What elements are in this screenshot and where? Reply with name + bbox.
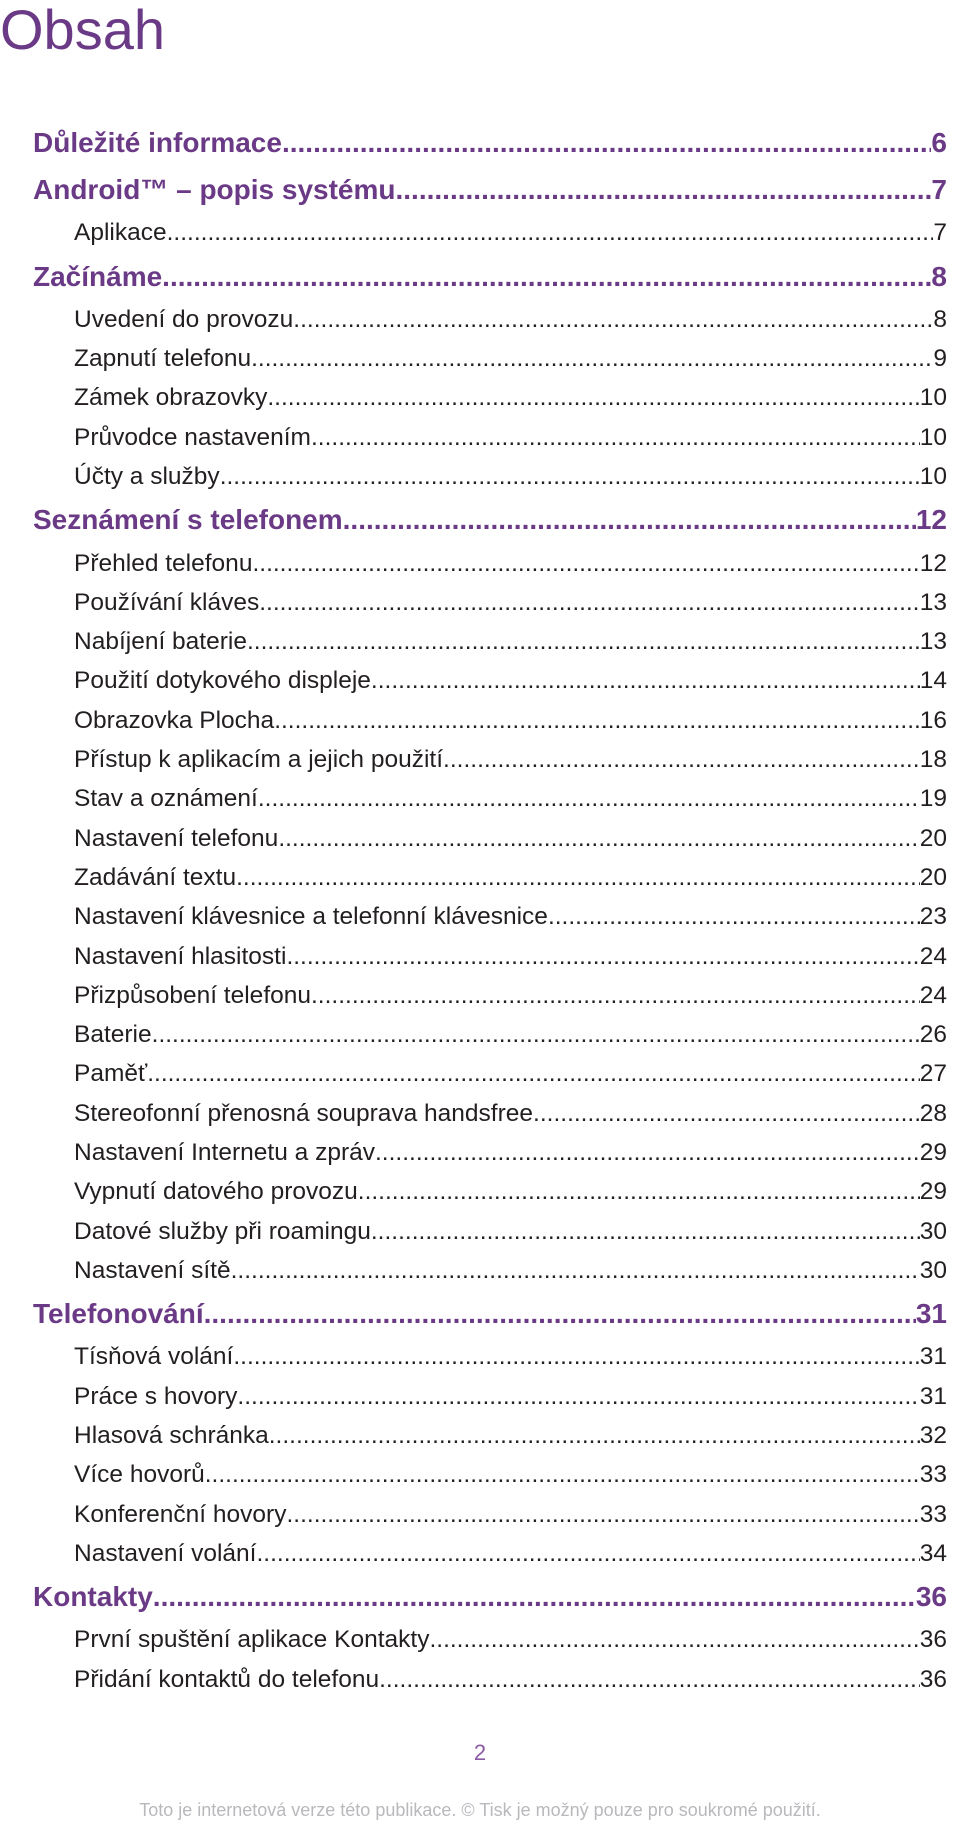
- toc-entry-page: 12: [919, 549, 947, 577]
- toc-entry-label: Nastavení telefonu: [74, 824, 279, 852]
- toc-entry-label: Nastavení Internetu a zpráv: [74, 1138, 375, 1166]
- dot-leader: [533, 1094, 920, 1133]
- toc-section-entry[interactable]: [74, 937, 947, 976]
- toc-entry-page: 34: [919, 1539, 947, 1567]
- toc-entry-label: Zapnutí telefonu: [74, 345, 252, 373]
- toc-entry-page: 30: [919, 1217, 947, 1245]
- toc-entry-page: 36: [919, 1626, 947, 1654]
- dot-leader: [167, 213, 934, 252]
- toc-section-entry[interactable]: [74, 858, 947, 897]
- toc-entry-page: 33: [919, 1461, 947, 1489]
- toc-entry-page: 9: [933, 345, 947, 373]
- toc-entry-label: Nastavení hlasitosti: [74, 942, 287, 970]
- toc-entry-page: 13: [919, 588, 947, 616]
- toc-section-entry[interactable]: [74, 1015, 947, 1054]
- toc-section-entry[interactable]: [74, 976, 947, 1015]
- dot-leader: [152, 1015, 920, 1054]
- toc-entry-page: 16: [919, 706, 947, 734]
- toc-entry-label: Průvodce nastavením: [74, 423, 311, 451]
- toc-section-entry[interactable]: [74, 1337, 947, 1376]
- dot-leader: [443, 740, 920, 779]
- toc-chapter-entry[interactable]: [33, 1290, 947, 1337]
- toc-entry-page: 31: [919, 1343, 947, 1371]
- dot-leader: [371, 661, 920, 700]
- toc-entry-page: 31: [919, 1382, 947, 1410]
- toc-section-entry[interactable]: [74, 213, 947, 252]
- toc-section-entry[interactable]: [74, 300, 947, 339]
- toc-section-entry[interactable]: [74, 1054, 947, 1093]
- dot-leader: [274, 701, 920, 740]
- toc-section-entry[interactable]: [74, 622, 947, 661]
- toc-entry-label: Telefonování: [33, 1298, 204, 1330]
- toc-entry-page: 27: [919, 1060, 947, 1088]
- dot-leader: [162, 253, 931, 300]
- toc-section-entry[interactable]: [74, 1495, 947, 1534]
- toc-chapter-entry[interactable]: [33, 253, 947, 300]
- toc-entry-label: Aplikace: [74, 219, 167, 247]
- toc-section-entry[interactable]: [74, 779, 947, 818]
- toc-section-entry[interactable]: [74, 1377, 947, 1416]
- toc-entry-page: 14: [919, 667, 947, 695]
- toc-section-entry[interactable]: [74, 418, 947, 457]
- toc-section-entry[interactable]: [74, 701, 947, 740]
- toc-entry-page: 29: [919, 1178, 947, 1206]
- toc-section-entry[interactable]: [74, 1660, 947, 1699]
- toc-section-entry[interactable]: [74, 1133, 947, 1172]
- toc-entry-label: Android™ – popis systému: [33, 174, 396, 206]
- toc-entry-label: Zadávání textu: [74, 863, 237, 891]
- toc-section-entry[interactable]: [74, 339, 947, 378]
- toc-entry-page: 19: [919, 785, 947, 813]
- dot-leader: [311, 976, 920, 1015]
- dot-leader: [233, 1337, 919, 1376]
- dot-leader: [429, 1620, 919, 1659]
- toc-entry-page: 8: [933, 305, 947, 333]
- dot-leader: [286, 937, 919, 976]
- toc-entry-label: Seznámení s telefonem: [33, 504, 343, 536]
- dot-leader: [257, 1534, 920, 1573]
- dot-leader: [204, 1290, 916, 1337]
- toc-entry-page: 36: [919, 1665, 947, 1693]
- toc-entry-page: 10: [919, 463, 947, 491]
- toc-section-entry[interactable]: [74, 819, 947, 858]
- toc-entry-page: 7: [933, 219, 947, 247]
- dot-leader: [147, 1054, 920, 1093]
- toc-entry-label: Práce s hovory: [74, 1382, 238, 1410]
- toc-entry-label: Kontakty: [33, 1581, 153, 1613]
- dot-leader: [286, 1495, 919, 1534]
- dot-leader: [278, 819, 919, 858]
- dot-leader: [293, 300, 933, 339]
- toc-entry-page: 29: [919, 1138, 947, 1166]
- dot-leader: [379, 1660, 920, 1699]
- toc-entry-page: 20: [919, 824, 947, 852]
- toc-section-entry[interactable]: [74, 1094, 947, 1133]
- dot-leader: [153, 1573, 916, 1620]
- toc-section-entry[interactable]: [74, 1251, 947, 1290]
- toc-entry-label: Zámek obrazovky: [74, 384, 268, 412]
- toc-entry-page: 23: [919, 903, 947, 931]
- toc-chapter-entry[interactable]: [33, 1573, 947, 1620]
- toc-entry-label: Obrazovka Plocha: [74, 706, 275, 734]
- toc-entry-label: Přizpůsobení telefonu: [74, 981, 311, 1009]
- toc-entry-page: 13: [919, 628, 947, 656]
- toc-entry-label: Více hovorů: [74, 1461, 205, 1489]
- toc-entry-page: 26: [919, 1021, 947, 1049]
- table-of-contents: [33, 119, 947, 1699]
- dot-leader: [371, 1212, 920, 1251]
- toc-entry-page: 31: [915, 1298, 947, 1330]
- dot-leader: [269, 1416, 920, 1455]
- dot-leader: [282, 119, 931, 166]
- toc-section-entry[interactable]: [74, 897, 947, 936]
- toc-entry-label: Nabíjení baterie: [74, 628, 247, 656]
- toc-entry-label: Hlasová schránka: [74, 1421, 269, 1449]
- toc-section-entry[interactable]: [74, 1416, 947, 1455]
- toc-entry-label: Vypnutí datového provozu: [74, 1178, 358, 1206]
- dot-leader: [375, 1133, 920, 1172]
- toc-section-entry[interactable]: [74, 1212, 947, 1251]
- toc-section-entry[interactable]: [74, 1620, 947, 1659]
- toc-entry-label: Přehled telefonu: [74, 549, 253, 577]
- dot-leader: [251, 339, 933, 378]
- toc-section-entry[interactable]: [74, 1455, 947, 1494]
- toc-entry-label: Přístup k aplikacím a jejich použití: [74, 746, 444, 774]
- dot-leader: [311, 418, 920, 457]
- toc-entry-page: 36: [915, 1581, 947, 1613]
- dot-leader: [237, 1377, 919, 1416]
- toc-entry-label: Datové služby při roamingu: [74, 1217, 371, 1245]
- toc-entry-label: Uvedení do provozu: [74, 305, 294, 333]
- toc-entry-label: Paměť: [74, 1060, 148, 1088]
- toc-section-entry[interactable]: [74, 544, 947, 583]
- dot-leader: [220, 457, 920, 496]
- toc-entry-page: 20: [919, 863, 947, 891]
- dot-leader: [252, 544, 919, 583]
- dot-leader: [548, 897, 920, 936]
- toc-entry-label: Nastavení volání: [74, 1539, 257, 1567]
- toc-section-entry[interactable]: [74, 457, 947, 496]
- toc-entry-label: Účty a služby: [74, 463, 220, 491]
- toc-entry-page: 33: [919, 1500, 947, 1528]
- dot-leader: [247, 622, 920, 661]
- toc-entry-page: 10: [919, 384, 947, 412]
- dot-leader: [267, 378, 919, 417]
- dot-leader: [231, 1251, 920, 1290]
- toc-entry-page: 8: [931, 260, 947, 292]
- toc-entry-page: 10: [919, 423, 947, 451]
- toc-entry-label: Používání kláves: [74, 588, 260, 616]
- dot-leader: [358, 1172, 920, 1211]
- page-title: Obsah: [0, 0, 165, 61]
- toc-entry-label: Nastavení klávesnice a telefonní klávesnice: [74, 903, 548, 931]
- toc-entry-page: 6: [931, 127, 947, 158]
- dot-leader: [259, 583, 920, 622]
- toc-entry-page: 12: [915, 504, 947, 536]
- toc-entry-label: Použití dotykového displeje: [74, 667, 371, 695]
- toc-entry-label: Stereofonní přenosná souprava handsfree: [74, 1099, 534, 1127]
- toc-entry-page: 30: [919, 1256, 947, 1284]
- toc-entry-page: 24: [919, 981, 947, 1009]
- toc-section-entry[interactable]: [74, 583, 947, 622]
- toc-entry-label: První spuštění aplikace Kontakty: [74, 1626, 430, 1654]
- toc-chapter-entry[interactable]: [33, 166, 947, 213]
- toc-entry-label: Stav a oznámení: [74, 785, 258, 813]
- toc-entry-label: Začínáme: [33, 260, 163, 292]
- toc-entry-page: 18: [919, 746, 947, 774]
- dot-leader: [343, 496, 916, 543]
- footer-note: Toto je internetová verze této publikace. © Tisk je možný pouze pro soukromé použití.: [139, 1800, 821, 1820]
- dot-leader: [258, 779, 920, 818]
- toc-entry-page: 7: [931, 174, 947, 206]
- toc-section-entry[interactable]: [74, 378, 947, 417]
- toc-entry-label: Tísňová volání: [74, 1343, 234, 1371]
- toc-entry-label: Baterie: [74, 1021, 152, 1049]
- toc-section-entry[interactable]: [74, 1534, 947, 1573]
- toc-entry-label: Konferenční hovory: [74, 1500, 287, 1528]
- toc-section-entry[interactable]: [74, 1172, 947, 1211]
- toc-entry-label: Přidání kontaktů do telefonu: [74, 1665, 380, 1693]
- toc-entry-page: 28: [919, 1099, 947, 1127]
- toc-section-entry[interactable]: [74, 740, 947, 779]
- dot-leader: [236, 858, 920, 897]
- toc-section-entry[interactable]: [74, 661, 947, 700]
- page-number: 2: [473, 1740, 487, 1765]
- toc-chapter-entry[interactable]: [33, 119, 947, 166]
- toc-entry-page: 24: [919, 942, 947, 970]
- toc-entry-label: Nastavení sítě: [74, 1256, 231, 1284]
- dot-leader: [396, 166, 932, 213]
- dot-leader: [205, 1455, 920, 1494]
- toc-entry-page: 32: [919, 1421, 947, 1449]
- toc-entry-label: Důležité informace: [33, 127, 282, 158]
- toc-chapter-entry[interactable]: [33, 496, 947, 543]
